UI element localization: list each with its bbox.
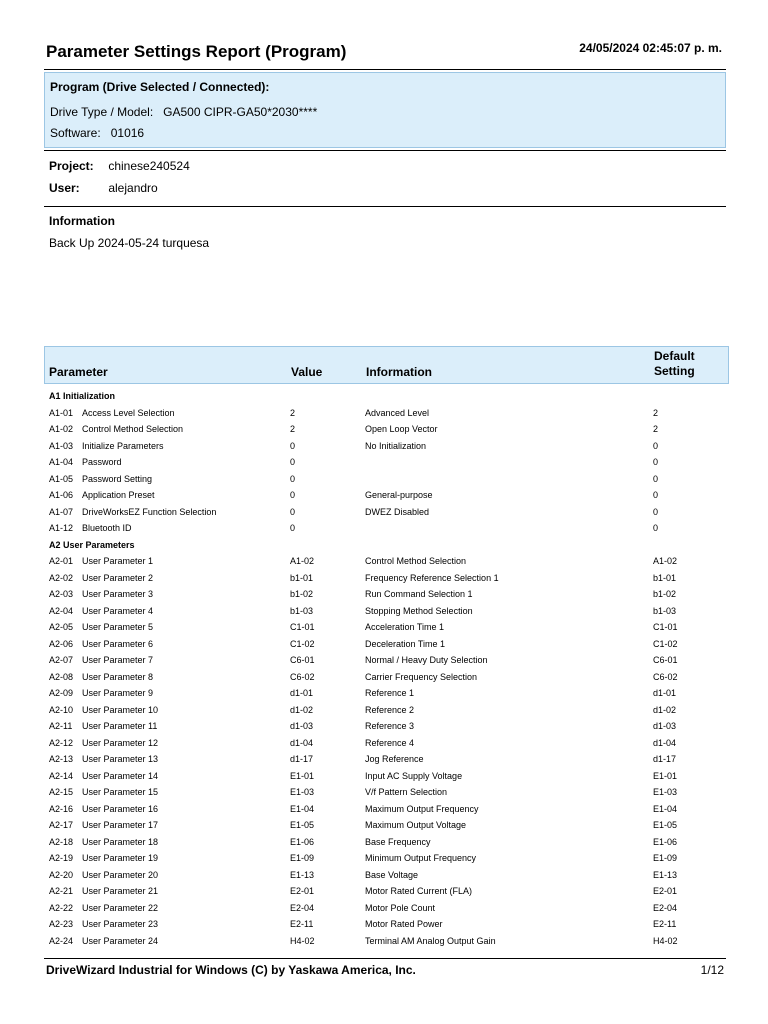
param-value: b1-03 <box>290 605 314 616</box>
param-name: User Parameter 2 <box>82 572 154 583</box>
project-label: Project: <box>49 159 94 173</box>
column-header-value: Value <box>291 365 323 379</box>
param-name: User Parameter 9 <box>82 688 154 698</box>
param-default: E1-03 <box>653 787 678 797</box>
param-default: 0 <box>653 457 659 467</box>
param-information: Reference 1 <box>365 688 415 698</box>
table-row <box>44 504 726 521</box>
param-information: Base Voltage <box>365 869 419 880</box>
table-row <box>44 916 726 933</box>
param-name: User Parameter 18 <box>82 836 159 847</box>
table-row <box>44 471 726 488</box>
param-name: Initialize Parameters <box>82 440 164 451</box>
group-title <box>44 388 726 405</box>
param-code: A1-01 <box>49 407 74 418</box>
program-divider <box>44 150 726 151</box>
report-header <box>44 40 726 64</box>
param-information: Jog Reference <box>365 754 424 764</box>
param-code: A2-02 <box>49 572 74 583</box>
param-information: Stopping Method Selection <box>365 605 473 616</box>
drive-type-value: GA500 CIPR-GA50*2030**** <box>163 105 318 119</box>
software-value: 01016 <box>110 126 145 140</box>
param-default: 0 <box>653 490 659 500</box>
report-page <box>44 0 726 1024</box>
information-text: Back Up 2024-05-24 turquesa <box>49 236 210 250</box>
param-information: Open Loop Vector <box>365 424 438 434</box>
param-default: E1-06 <box>653 836 678 847</box>
param-information: DWEZ Disabled <box>365 506 430 517</box>
table-row <box>44 586 726 603</box>
param-default: 2 <box>653 424 659 434</box>
param-information: Normal / Heavy Duty Selection <box>365 655 488 665</box>
param-default: b1-02 <box>653 589 677 599</box>
table-row <box>44 933 726 950</box>
param-name: User Parameter 1 <box>82 556 154 566</box>
param-information: No Initialization <box>365 440 427 451</box>
param-information: Motor Rated Power <box>365 919 443 929</box>
footer-copyright: DriveWizard Industrial for Windows (C) by Yaskawa America, Inc. <box>46 963 416 977</box>
table-row <box>44 834 726 851</box>
footer-divider <box>44 958 726 959</box>
param-code: A1-02 <box>49 424 74 434</box>
table-row <box>44 619 726 636</box>
param-information: Reference 4 <box>365 737 415 748</box>
param-code: A1-04 <box>49 457 74 467</box>
param-value: C1-01 <box>290 622 315 632</box>
table-row <box>44 438 726 455</box>
drive-type-line <box>50 105 317 119</box>
param-default: E1-05 <box>653 820 678 830</box>
param-code: A2-11 <box>49 721 73 731</box>
param-name: Application Preset <box>82 490 155 500</box>
param-value: E2-11 <box>290 919 314 929</box>
column-header-parameter: Parameter <box>49 365 108 379</box>
drive-type-label: Drive Type / Model: <box>50 105 154 119</box>
param-default: H4-02 <box>653 935 678 946</box>
param-name: User Parameter 23 <box>82 919 159 929</box>
param-information: Acceleration Time 1 <box>365 622 445 632</box>
param-value: E1-04 <box>290 803 315 814</box>
param-code: A2-09 <box>49 688 74 698</box>
table-row <box>44 685 726 702</box>
param-default: 0 <box>653 506 659 517</box>
user-value: alejandro <box>108 181 158 195</box>
param-default: d1-01 <box>653 688 677 698</box>
param-code: A2-05 <box>49 622 74 632</box>
report-datetime: 24/05/2024 02:45:07 p. m. <box>579 41 722 55</box>
param-value: b1-02 <box>290 589 314 599</box>
project-value: chinese240524 <box>108 159 190 173</box>
param-information: Reference 3 <box>365 721 415 731</box>
param-value: A1-02 <box>290 556 315 566</box>
param-code: A1-07 <box>49 506 74 517</box>
param-code: A2-19 <box>49 853 74 863</box>
information-title: Information <box>49 214 115 228</box>
table-row <box>44 751 726 768</box>
param-name: Control Method Selection <box>82 424 184 434</box>
param-code: A2-01 <box>49 556 74 566</box>
param-code: A2-10 <box>49 704 74 715</box>
param-value: 2 <box>290 424 296 434</box>
param-value: E1-13 <box>290 869 315 880</box>
param-code: A2-18 <box>49 836 74 847</box>
table-row <box>44 603 726 620</box>
table-row <box>44 405 726 422</box>
param-code: A2-04 <box>49 605 74 616</box>
param-value: E1-01 <box>290 770 315 781</box>
param-value: d1-01 <box>290 688 314 698</box>
param-value: H4-02 <box>290 935 315 946</box>
param-name: User Parameter 10 <box>82 704 159 715</box>
table-row <box>44 735 726 752</box>
default-header-line1: Default <box>654 349 695 363</box>
param-name: User Parameter 6 <box>82 638 154 649</box>
param-value: 0 <box>290 473 296 484</box>
param-name: User Parameter 8 <box>82 671 154 682</box>
param-code: A2-17 <box>49 820 74 830</box>
param-default: b1-01 <box>653 572 677 583</box>
param-value: d1-02 <box>290 704 314 715</box>
user-label: User: <box>49 181 80 195</box>
param-default: 0 <box>653 440 659 451</box>
table-row <box>44 883 726 900</box>
param-default: 0 <box>653 523 659 533</box>
param-information: Input AC Supply Voltage <box>365 770 463 781</box>
param-information: Deceleration Time 1 <box>365 638 446 649</box>
param-default: d1-17 <box>653 754 677 764</box>
param-default: d1-04 <box>653 737 677 748</box>
table-row <box>44 669 726 686</box>
column-header-information: Information <box>366 365 432 379</box>
param-name: User Parameter 14 <box>82 770 159 781</box>
program-info-box <box>44 72 726 148</box>
param-name: Password Setting <box>82 473 153 484</box>
param-name: Access Level Selection <box>82 407 175 418</box>
param-value: d1-17 <box>290 754 314 764</box>
param-value: 0 <box>290 440 296 451</box>
param-code: A2-14 <box>49 770 74 781</box>
table-row <box>44 768 726 785</box>
param-name: User Parameter 22 <box>82 902 159 913</box>
param-value: C6-01 <box>290 655 315 665</box>
report-title: Parameter Settings Report (Program) <box>46 42 347 61</box>
param-code: A2-06 <box>49 638 74 649</box>
param-code: A2-08 <box>49 671 74 682</box>
param-name: User Parameter 19 <box>82 853 159 863</box>
table-row <box>44 817 726 834</box>
param-default: b1-03 <box>653 605 677 616</box>
param-default: C1-01 <box>653 622 678 632</box>
table-row <box>44 652 726 669</box>
param-information: Control Method Selection <box>365 556 467 566</box>
param-name: User Parameter 13 <box>82 754 159 764</box>
table-row <box>44 570 726 587</box>
param-name: User Parameter 21 <box>82 886 159 896</box>
param-value: E1-05 <box>290 820 315 830</box>
column-header-default-setting <box>654 349 695 379</box>
param-value: E2-01 <box>290 886 315 896</box>
header-divider <box>44 69 726 70</box>
parameter-table-body <box>44 388 726 949</box>
param-default: E1-04 <box>653 803 678 814</box>
program-title: Program (Drive Selected / Connected): <box>50 80 270 94</box>
param-information: Frequency Reference Selection 1 <box>365 572 499 583</box>
user-line <box>49 181 158 195</box>
param-default: E1-13 <box>653 869 678 880</box>
param-information: Maximum Output Voltage <box>365 820 467 830</box>
param-default: E1-01 <box>653 770 678 781</box>
param-code: A1-05 <box>49 473 74 484</box>
param-value: 0 <box>290 506 296 517</box>
param-default: C6-02 <box>653 671 678 682</box>
param-name: Bluetooth ID <box>82 523 132 533</box>
table-row <box>44 487 726 504</box>
param-value: 0 <box>290 490 296 500</box>
param-default: d1-02 <box>653 704 677 715</box>
param-information: General-purpose <box>365 490 433 500</box>
param-information: Reference 2 <box>365 704 415 715</box>
param-code: A2-12 <box>49 737 74 748</box>
table-row <box>44 784 726 801</box>
param-value: b1-01 <box>290 572 314 583</box>
param-default: C1-02 <box>653 638 678 649</box>
param-default: E2-04 <box>653 902 678 913</box>
param-name: User Parameter 12 <box>82 737 159 748</box>
param-value: E1-06 <box>290 836 315 847</box>
group-title <box>44 537 726 554</box>
param-information: Advanced Level <box>365 407 430 418</box>
param-code: A2-03 <box>49 589 74 599</box>
param-code: A1-03 <box>49 440 74 451</box>
param-value: d1-03 <box>290 721 314 731</box>
table-row <box>44 421 726 438</box>
table-row <box>44 900 726 917</box>
table-row <box>44 636 726 653</box>
param-value: E1-09 <box>290 853 315 863</box>
param-default: E1-09 <box>653 853 678 863</box>
param-default: d1-03 <box>653 721 677 731</box>
param-value: C1-02 <box>290 638 315 649</box>
param-information: Minimum Output Frequency <box>365 853 477 863</box>
param-default: E2-01 <box>653 886 678 896</box>
project-line <box>49 159 190 173</box>
parameter-table-header <box>44 346 729 384</box>
group-title-label: A1 Initialization <box>49 391 116 401</box>
param-information: Run Command Selection 1 <box>365 589 473 599</box>
param-name: User Parameter 5 <box>82 622 154 632</box>
param-default: C6-01 <box>653 655 678 665</box>
param-name: User Parameter 15 <box>82 787 159 797</box>
param-name: User Parameter 16 <box>82 803 159 814</box>
table-row <box>44 801 726 818</box>
default-header-line2: Setting <box>654 364 695 378</box>
param-value: 2 <box>290 407 296 418</box>
param-value: E1-03 <box>290 787 315 797</box>
param-value: d1-04 <box>290 737 314 748</box>
param-name: DriveWorksEZ Function Selection <box>82 506 217 517</box>
param-information: Carrier Frequency Selection <box>365 671 478 682</box>
table-row <box>44 553 726 570</box>
param-name: User Parameter 17 <box>82 820 159 830</box>
param-information: Terminal AM Analog Output Gain <box>365 935 496 946</box>
param-code: A2-22 <box>49 902 74 913</box>
param-information: Base Frequency <box>365 836 431 847</box>
table-row <box>44 520 726 537</box>
param-code: A2-13 <box>49 754 74 764</box>
param-default: 2 <box>653 407 659 418</box>
param-information: Motor Rated Current (FLA) <box>365 886 473 896</box>
param-name: User Parameter 3 <box>82 589 154 599</box>
software-line <box>50 126 144 140</box>
param-default: E2-11 <box>653 919 677 929</box>
param-default: 0 <box>653 473 659 484</box>
param-name: User Parameter 7 <box>82 655 154 665</box>
param-code: A2-23 <box>49 919 74 929</box>
table-row <box>44 454 726 471</box>
param-information: V/f Pattern Selection <box>365 787 448 797</box>
param-information: Motor Pole Count <box>365 902 436 913</box>
param-name: User Parameter 24 <box>82 935 159 946</box>
param-name: User Parameter 4 <box>82 605 154 616</box>
table-row <box>44 850 726 867</box>
param-code: A1-06 <box>49 490 74 500</box>
param-code: A2-20 <box>49 869 74 880</box>
param-code: A2-21 <box>49 886 74 896</box>
param-name: User Parameter 20 <box>82 869 159 880</box>
param-value: 0 <box>290 457 296 467</box>
param-information: Maximum Output Frequency <box>365 803 479 814</box>
param-value: C6-02 <box>290 671 315 682</box>
param-value: 0 <box>290 523 296 533</box>
param-code: A2-07 <box>49 655 74 665</box>
page-number: 1/12 <box>700 963 724 977</box>
param-name: User Parameter 11 <box>82 721 158 731</box>
param-code: A2-24 <box>49 935 74 946</box>
group-title-label: A2 User Parameters <box>49 539 135 550</box>
software-label: Software: <box>50 126 101 140</box>
param-name: Password <box>82 457 122 467</box>
table-row <box>44 702 726 719</box>
table-row <box>44 718 726 735</box>
param-code: A2-15 <box>49 787 74 797</box>
param-value: E2-04 <box>290 902 315 913</box>
param-code: A1-12 <box>49 523 74 533</box>
project-divider <box>44 206 726 207</box>
table-row <box>44 867 726 884</box>
param-code: A2-16 <box>49 803 74 814</box>
param-default: A1-02 <box>653 556 678 566</box>
